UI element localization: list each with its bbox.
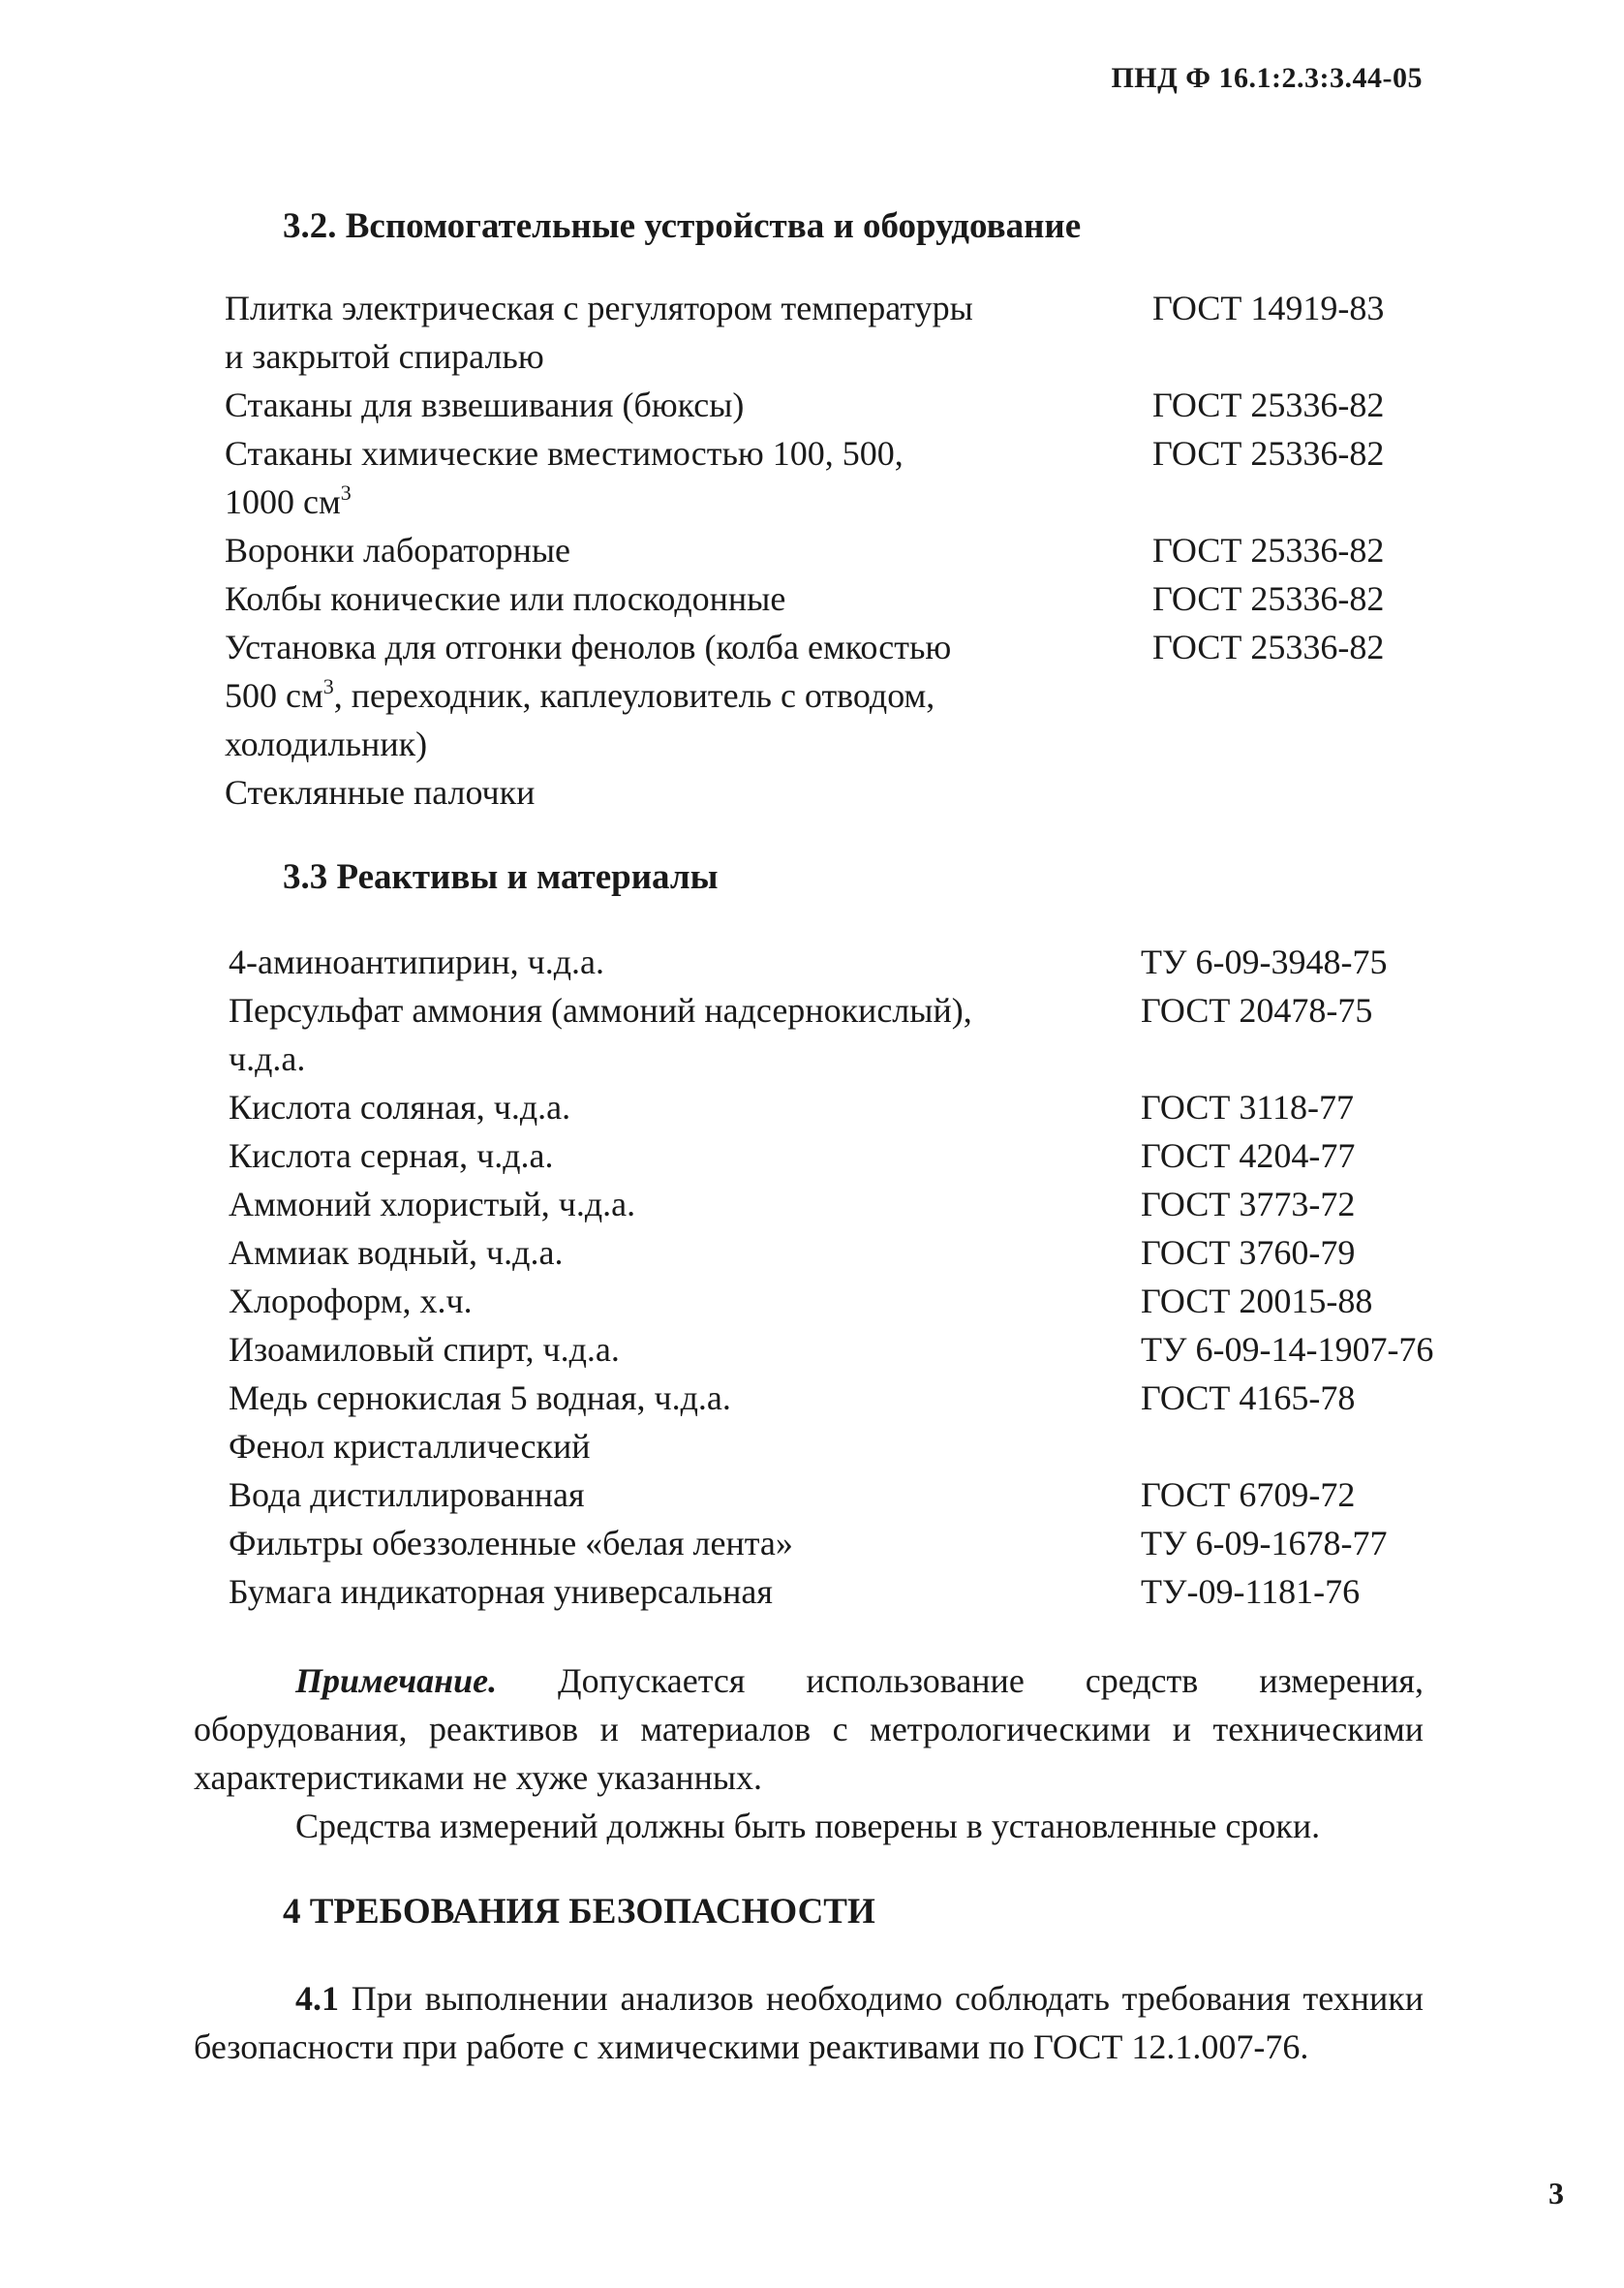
paragraph-text: При выполнении анализов необходимо соблюдать требования техники безопасности при работе с химическими реактивами по ГОСТ 12.1.007-76. <box>194 1979 1424 2066</box>
section-3-3-title: 3.3 Реактивы и материалы <box>283 857 719 897</box>
reagent-name: Аммиак водный, ч.д.а. <box>229 1233 564 1272</box>
reagent-standard: ГОСТ 6709-72 <box>1141 1475 1356 1514</box>
note-paragraph <box>194 1656 1424 1802</box>
equipment-name: холодильник) <box>225 725 428 763</box>
note-block <box>194 1656 1424 1850</box>
reagent-standard: ТУ 6-09-14-1907-76 <box>1141 1330 1434 1369</box>
reagent-standard: ГОСТ 3760-79 <box>1141 1233 1356 1272</box>
reagent-name: Фильтры обеззоленные «белая лента» <box>229 1524 793 1562</box>
equipment-name: Установка для отгонки фенолов (колба емкостью <box>225 628 952 666</box>
table-row <box>0 1325 1624 1374</box>
equipment-name: Колбы конические или плоскодонные <box>225 579 786 618</box>
table-row <box>0 623 1624 671</box>
table-row <box>0 284 1624 332</box>
reagent-name: Аммоний хлористый, ч.д.а. <box>229 1185 636 1223</box>
reagent-standard: ТУ 6-09-1678-77 <box>1141 1524 1388 1562</box>
reagent-name: 4-аминоантипирин, ч.д.а. <box>229 943 604 981</box>
table-row <box>0 1374 1624 1422</box>
reagent-standard: ГОСТ 20015-88 <box>1141 1282 1373 1320</box>
equipment-name: 500 $см^3$, переходник, каплеуловитель с отводом, <box>225 674 935 715</box>
equipment-standard: ГОСТ 25336-82 <box>1152 386 1385 424</box>
document-code: ПНД Ф 16.1:2.3:3.44-05 <box>1111 62 1423 94</box>
reagent-name: Фенол кристаллический <box>229 1427 591 1466</box>
reagent-name: ч.д.а. <box>229 1039 306 1078</box>
reagent-name: Изоамиловый спирт, ч.д.а. <box>229 1330 620 1369</box>
reagent-standard: ГОСТ 20478-75 <box>1141 991 1373 1030</box>
reagent-name: Хлороформ, х.ч. <box>229 1282 473 1320</box>
reagent-name: Кислота серная, ч.д.а. <box>229 1136 554 1175</box>
section-4-title: 4 ТРЕБОВАНИЯ БЕЗОПАСНОСТИ <box>283 1892 875 1932</box>
reagent-standard: ГОСТ 3118-77 <box>1141 1088 1355 1127</box>
equipment-name: и закрытой спиралью <box>225 337 544 376</box>
table-row <box>0 1277 1624 1325</box>
equipment-name: Стаканы для взвешивания (бюксы) <box>225 386 745 424</box>
equipment-standard: ГОСТ 25336-82 <box>1152 579 1385 618</box>
table-row <box>0 526 1624 574</box>
equipment-name: Плитка электрическая с регулятором температуры <box>225 289 973 327</box>
table-row <box>0 1180 1624 1228</box>
equipment-name: Воронки лабораторные <box>225 531 571 570</box>
table-row <box>0 1035 1624 1083</box>
table-row <box>0 1131 1624 1180</box>
section-3-2-title: 3.2. Вспомогательные устройства и оборудование <box>283 206 1082 246</box>
reagents-table <box>0 938 1624 1616</box>
note-label: Примечание. <box>295 1661 498 1700</box>
equipment-standard: ГОСТ 25336-82 <box>1152 531 1385 570</box>
table-row <box>0 478 1624 526</box>
reagent-name: Бумага индикаторная универсальная <box>229 1572 773 1611</box>
table-row <box>0 720 1624 768</box>
page-number: 3 <box>1548 2176 1564 2211</box>
table-row <box>0 1519 1624 1567</box>
table-row <box>0 332 1624 381</box>
table-row <box>0 1228 1624 1277</box>
note-paragraph-2: Средства измерений должны быть поверены в установленные сроки. <box>295 1807 1321 1845</box>
reagent-name: Персульфат аммония (аммоний надсернокислый), <box>229 991 972 1030</box>
reagent-name: Кислота соляная, ч.д.а. <box>229 1088 571 1127</box>
table-row <box>0 768 1624 817</box>
equipment-standard: ГОСТ 25336-82 <box>1152 628 1385 666</box>
paragraph-number: 4.1 <box>295 1979 339 2018</box>
equipment-standard: ГОСТ 14919-83 <box>1152 289 1385 327</box>
equipment-name: Стаканы химические вместимостью 100, 500, <box>225 434 904 473</box>
reagent-standard: ГОСТ 3773-72 <box>1141 1185 1356 1223</box>
equipment-name: Стеклянные палочки <box>225 773 536 812</box>
table-row <box>0 1422 1624 1470</box>
table-row <box>0 938 1624 986</box>
reagent-name: Вода дистиллированная <box>229 1475 585 1514</box>
note-text: Допускается использование средств измерения, оборудования, реактивов и материалов с метрологическими и техническими характеристиками не хуже указанных. <box>194 1661 1424 1797</box>
table-row <box>0 1567 1624 1616</box>
table-row <box>0 986 1624 1035</box>
equipment-standard: ГОСТ 25336-82 <box>1152 434 1385 473</box>
reagent-name: Медь сернокислая 5 водная, ч.д.а. <box>229 1378 731 1417</box>
paragraph-4-1 <box>194 1974 1424 2071</box>
table-row <box>0 429 1624 478</box>
reagent-standard: ТУ-09-1181-76 <box>1141 1572 1361 1611</box>
table-row <box>0 671 1624 720</box>
section-4-body <box>194 1974 1424 2071</box>
reagent-standard: ТУ 6-09-3948-75 <box>1141 943 1388 981</box>
reagent-standard: ГОСТ 4204-77 <box>1141 1136 1356 1175</box>
table-row <box>0 1470 1624 1519</box>
equipment-table <box>0 284 1624 817</box>
reagent-standard: ГОСТ 4165-78 <box>1141 1378 1356 1417</box>
table-row <box>0 1083 1624 1131</box>
equipment-name: 1000 $см^3$ <box>225 480 352 521</box>
table-row <box>0 381 1624 429</box>
table-row <box>0 574 1624 623</box>
